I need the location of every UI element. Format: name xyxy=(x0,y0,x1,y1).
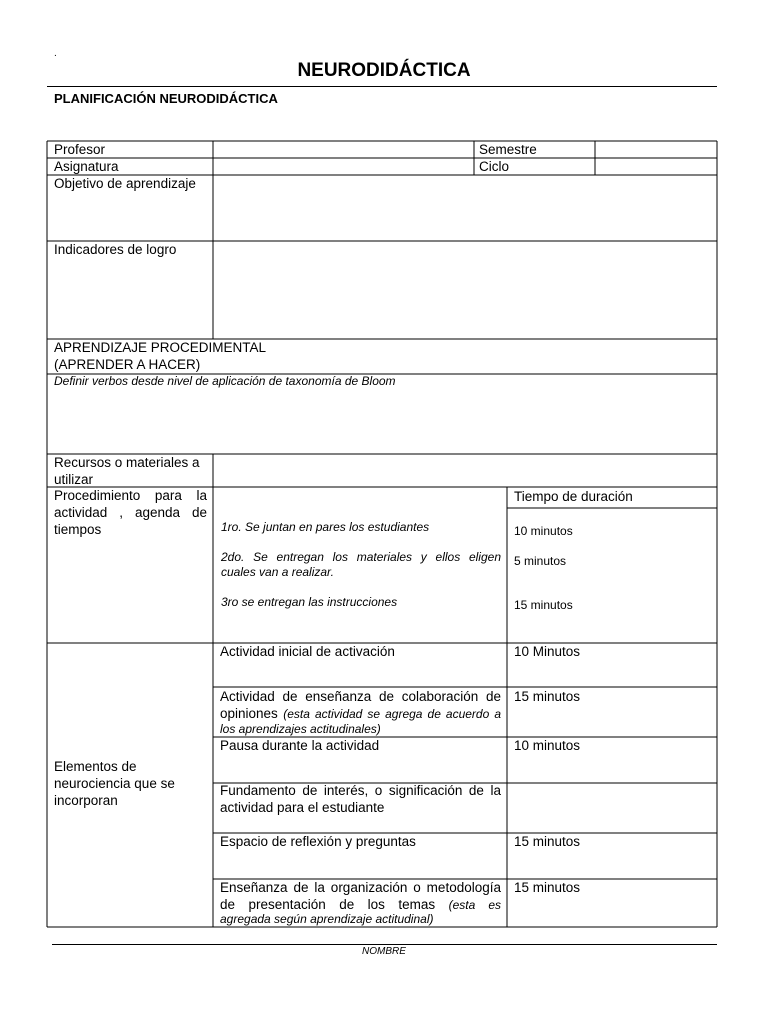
step-3-time: 15 minutos xyxy=(514,598,573,612)
objetivo-field[interactable] xyxy=(219,177,711,237)
element-2-note-b: los aprendizajes actitudinales) xyxy=(220,722,381,736)
element-1-text: Actividad inicial de activación xyxy=(220,644,395,659)
elementos-label-line2: neurociencia que se xyxy=(54,776,175,791)
element-2-text-line1: Actividad de enseñanza de colaboración de xyxy=(220,689,501,704)
recursos-field[interactable] xyxy=(219,456,711,484)
semestre-field[interactable] xyxy=(600,142,712,157)
element-4-time xyxy=(514,784,712,828)
title-underline xyxy=(47,86,717,87)
element-6-text-line2 xyxy=(220,897,501,913)
procedimental-heading-line2: (APRENDER A HACER) xyxy=(54,357,201,372)
element-5-text: Espacio de reflexión y preguntas xyxy=(220,834,416,849)
element-6-text-main: de presentación de los temas xyxy=(220,897,436,912)
element-3-time: 10 minutos xyxy=(514,738,581,753)
signature-line xyxy=(52,944,717,945)
element-2-note-a: (esta actividad se agrega de acuerdo a xyxy=(283,707,501,721)
element-5-time: 15 minutos xyxy=(514,834,581,849)
element-3-text: Pausa durante la actividad xyxy=(220,738,380,753)
indicadores-field[interactable] xyxy=(219,243,711,335)
semestre-label: Semestre xyxy=(479,142,537,157)
element-6-note-b: agregada según aprendizaje actitudinal) xyxy=(220,912,434,926)
procedimiento-label-line2: actividad , agenda de xyxy=(54,505,207,520)
element-2-text-line2 xyxy=(220,706,501,722)
elementos-label-line3: incorporan xyxy=(54,793,118,808)
recursos-label-line1: Recursos o materiales a xyxy=(54,455,200,470)
procedimiento-label-line3: tiempos xyxy=(54,522,102,537)
procedimental-note: Definir verbos desde nivel de aplicación de taxonomía de Bloom xyxy=(54,374,396,388)
element-2-text-main: opiniones xyxy=(220,706,278,721)
indicadores-label: Indicadores de logro xyxy=(54,242,177,257)
asignatura-label: Asignatura xyxy=(54,159,119,174)
page-title: NEURODIDÁCTICA xyxy=(297,60,471,81)
step-2-time: 5 minutos xyxy=(514,554,567,568)
objetivo-label: Objetivo de aprendizaje xyxy=(54,176,196,191)
ciclo-label: Ciclo xyxy=(479,159,510,174)
profesor-label: Profesor xyxy=(54,142,106,157)
step-3-text: 3ro se entregan las instrucciones xyxy=(221,595,398,609)
element-2-time: 15 minutos xyxy=(514,689,581,704)
step-2-text-line1: 2do. Se entregan los materiales y ellos eligen xyxy=(221,550,501,564)
page-mark: . xyxy=(54,48,57,59)
recursos-label-line2: utilizar xyxy=(54,472,94,487)
asignatura-field[interactable] xyxy=(219,159,469,174)
procedimiento-label-line1: Procedimiento para la xyxy=(54,488,207,503)
element-1-time: 10 Minutos xyxy=(514,644,581,659)
elementos-label-line1: Elementos de xyxy=(54,759,137,774)
element-6-text-line1: Enseñanza de la organización o metodología xyxy=(220,880,501,895)
element-6-note-a: (esta es xyxy=(448,898,501,912)
step-1-text: 1ro. Se juntan en pares los estudiantes xyxy=(221,520,430,534)
page-subtitle: PLANIFICACIÓN NEURODIDÁCTICA xyxy=(54,91,278,106)
ciclo-field[interactable] xyxy=(600,159,712,174)
duration-header: Tiempo de duración xyxy=(514,489,633,504)
footer-name-label: NOMBRE xyxy=(362,946,406,957)
profesor-field[interactable] xyxy=(219,142,469,157)
element-4-text-line1: Fundamento de interés, o significación de la xyxy=(220,783,501,798)
step-1-time: 10 minutos xyxy=(514,524,573,538)
step-2-text-line2: cuales van a realizar. xyxy=(221,565,334,579)
procedimental-heading-line1: APRENDIZAJE PROCEDIMENTAL xyxy=(54,340,267,355)
element-6-time: 15 minutos xyxy=(514,880,581,895)
element-4-text-line2: actividad para el estudiante xyxy=(220,800,385,815)
